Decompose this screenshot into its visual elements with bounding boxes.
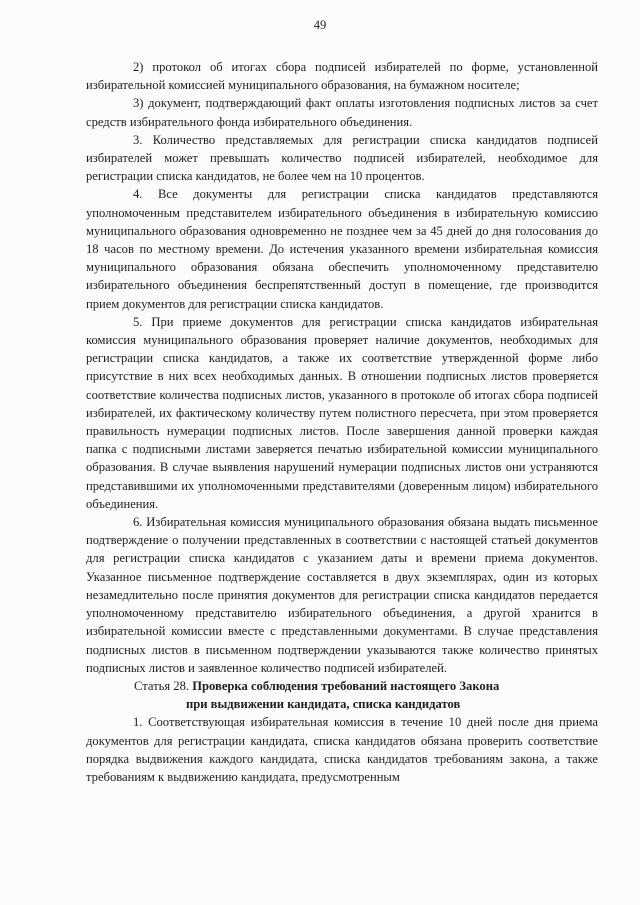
article-title-line-2: при выдвижении кандидата, списка кандидатов [186, 697, 461, 712]
article-heading [86, 677, 598, 713]
article-title-line-1: Проверка соблюдения требований настоящего Закона [192, 678, 500, 693]
page-number: 49 [313, 18, 327, 32]
paragraph-point-6: 6. Избирательная комиссия муниципального образования обязана выдать письменное подтверждение о получении представленных в соответствии с настоящей статьей документов для регистрации списка кандидатов с указанием даты и времени приема документов. Указанное письменное подтверждение составляется в двух экземплярах, один из которых незамедлительно после принятия документов для регистрации списка кандидатов передается уполномоченному представителю избирательного объединения, а другой хранится в избирательной комиссии вместе с представленными документами. В случае представления подписных листов в письменном подтверждении указываются также количество принятых подписных листов и заявленное количество подписей избирателей. [86, 515, 598, 675]
paragraph-point-5: 5. При приеме документов для регистрации списка кандидатов избирательная комиссия муниципального образования проверяет наличие документов, необходимых для регистрации списка кандидатов, а также их соответствие утвержденной форме либо присутствие в них всех необходимых данных. В отношении подписных листов проверяется соответствие количества подписных листов, указанного в протоколе об итогах сбора подписей избирателей, их фактическому количеству путем полистного пересчета, при этом проверяется правильность нумерации подписных листов. После завершения данной проверки каждая папка с подписными листами заверяется печатью избирательной комиссии муниципального образования. В случае выявления нарушений нумерации подписных листов они устраняются представившими их уполномоченными представителями (доверенным лицом) избирательного объединения. [86, 314, 598, 511]
paragraph-item-2-protocol: 2) протокол об итогах сбора подписей избирателей по форме, установленной избирательной комиссией муниципального образования, на бумажном носителе; [86, 60, 598, 93]
article-paragraph-1: 1. Соответствующая избирательная комиссия в течение 10 дней после дня приема документов для регистрации кандидата, списка кандидатов обязана проверить соответствие порядка выдвижения каждого кандидата, списка кандидатов требованиям закона, а также требованиям к выдвижению кандидата, предусмотренным [86, 715, 598, 784]
paragraph-point-4: 4. Все документы для регистрации списка кандидатов представляются уполномоченным представителем избирательного объединения в избирательную комиссию муниципального образования одновременно не позднее чем за 45 дней до дня голосования до 18 часов по местному времени. До истечения указанного времени избирательная комиссия муниципального образования обязана обеспечить уполномоченному представителю избирательного объединения беспрепятственный доступ в помещение, где производится прием документов для регистрации списка кандидатов. [86, 187, 598, 311]
paragraph-item-3-payment-document: 3) документ, подтверждающий факт оплаты изготовления подписных листов за счет средств избирательного фонда избирательного объединения. [86, 96, 598, 129]
paragraph-point-3: 3. Количество представляемых для регистрации списка кандидатов подписей избирателей может превышать количество подписей избирателей, необходимое для регистрации списка кандидатов, не более чем на 10 процентов. [86, 132, 598, 184]
document-body [86, 58, 598, 786]
article-number: Статья 28. [134, 678, 190, 693]
